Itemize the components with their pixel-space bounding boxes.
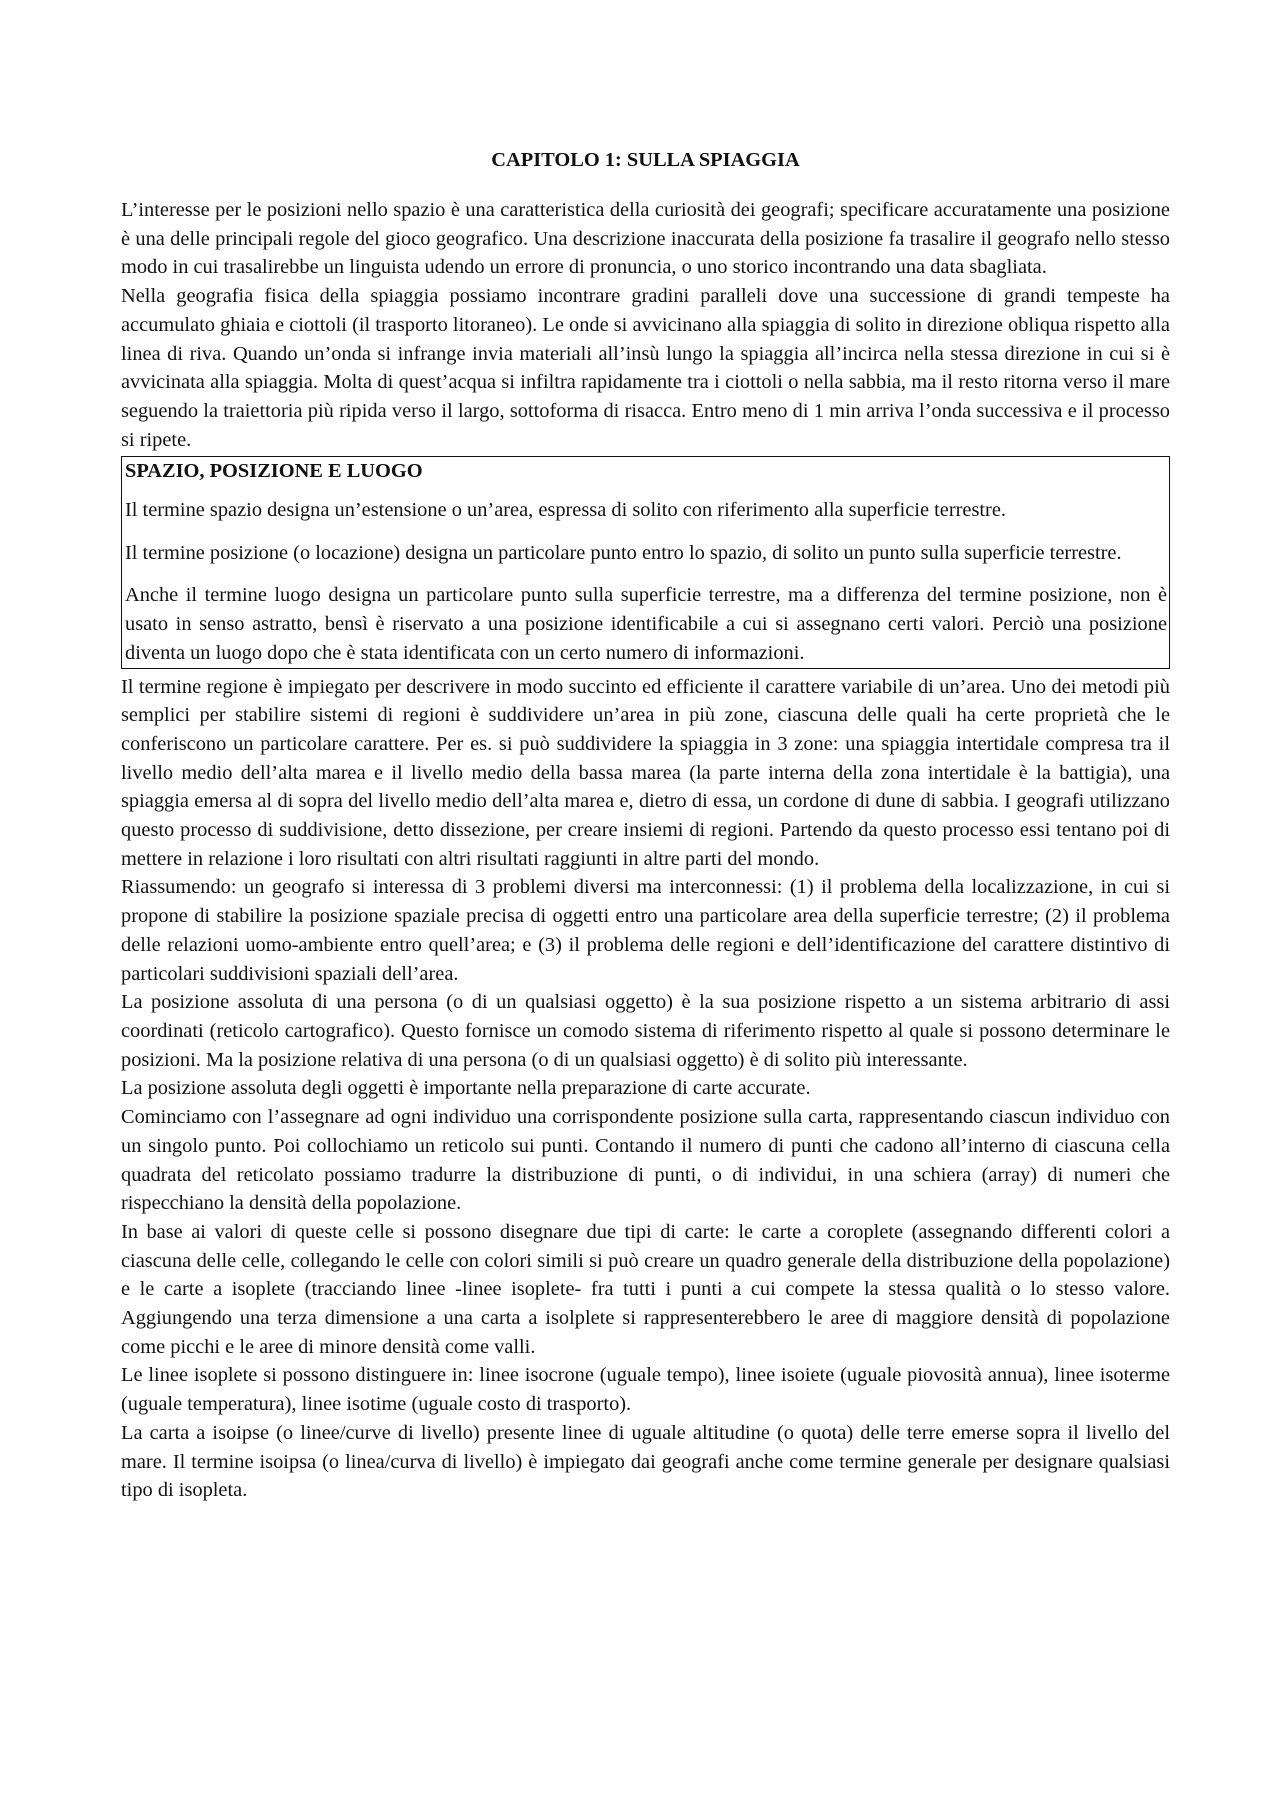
definition-box (121, 456, 1170, 668)
body-paragraph: Le linee isoplete si possono distinguere in: linee isocrone (uguale tempo), linee isoiete (uguale piovosità annua), linee isoterme (uguale temperatura), linee isotime (uguale costo di trasporto). (121, 1364, 1170, 1416)
body-paragraph: La carta a isoipse (o linee/curve di livello) presente linee di uguale altitudine (o quota) delle terre emerse sopra il livello del mare. Il termine isoipsa (o linea/curva di livello) è impiegato dai geografi anche come termine generale per designare qualsiasi tipo di isopleta. (121, 1421, 1170, 1502)
body-paragraph: La posizione assoluta degli oggetti è importante nella preparazione di carte accurate. (121, 1077, 811, 1100)
definition-box-title: SPAZIO, POSIZIONE E LUOGO (125, 460, 423, 483)
body-paragraph: In base ai valori di queste celle si possono disegnare due tipi di carte: le carte a coroplete (assegnando differenti colori a ciascuna delle celle, collegando le celle con colori simili si può creare un quadro generale della distribuzione della popolazione) e le carte a isoplete (tracciando linee -linee isoplete- fra tutti i punti a cui compete la stessa qualità o lo stesso valore. Aggiungendo una terza dimensione a una carta a isolplete si rappresenterebbero le aree di maggiore densità di popolazione come picchi e le aree di minore densità come valli. (121, 1220, 1170, 1358)
definition-paragraph: Il termine posizione (o locazione) designa un particolare punto entro lo spazio, di solito un punto sulla superficie terrestre. (125, 541, 1122, 564)
chapter-title: CAPITOLO 1: SULLA SPIAGGIA (491, 149, 800, 171)
definition-paragraph: Anche il termine luogo designa un particolare punto sulla superficie terrestre, ma a differenza del termine posizione, non è usato in senso astratto, bensì è riservato a una posizione identificabile a cui si assegnano certi valori. Perciò una posizione diventa un luogo dopo che è stata identificata con un certo numero di informazioni. (125, 584, 1167, 664)
body-paragraph: Cominciamo con l’assegnare ad ogni individuo una corrispondente posizione sulla carta, rappresentando ciascun individuo con un singolo punto. Poi collochiamo un reticolo sui punti. Contando il numero di punti che cadono all’interno di ciascuna cella quadrata del reticolato possiamo tradurre la distribuzione di punti, o di individui, in una schiera (array) di numeri che rispecchiano la densità della popolazione. (121, 1106, 1170, 1215)
definition-paragraph: Il termine spazio designa un’estensione o un’area, espressa di solito con riferimento alla superficie terrestre. (125, 499, 1006, 522)
document-page (121, 146, 1170, 1505)
intro-paragraph: L’interesse per le posizioni nello spazio è una caratteristica della curiosità dei geografi; specificare accuratamente una posizione è una delle principali regole del gioco geografico. Una descrizione inaccurata della posizione fa trasalire il geografo nello stesso modo in cui trasalirebbe un linguista udendo un errore di pronuncia, o uno storico incontrando una data sbagliata. (121, 199, 1170, 279)
body-paragraph: La posizione assoluta di una persona (o di un qualsiasi oggetto) è la sua posizione rispetto a un sistema arbitrario di assi coordinati (reticolo cartografico). Questo fornisce un comodo sistema di riferimento rispetto al quale si possono determinare le posizioni. Ma la posizione relativa di una persona (o di un qualsiasi oggetto) è di solito più interessante. (121, 991, 1170, 1071)
body-paragraph: Il termine regione è impiegato per descrivere in modo succinto ed efficiente il carattere variabile di un’area. Uno dei metodi più semplici per stabilire sistemi di regioni è suddividere un’area in più zone, ciascuna delle quali ha certe proprietà che le conferiscono un particolare carattere. Per es. si può suddividere la spiaggia in 3 zone: una spiaggia intertidale compresa tra il livello medio dell’alta marea e il livello medio della bassa marea (la parte interna della zona intertidale è la battigia), una spiaggia emersa al di sopra del livello medio dell’alta marea e, dietro di essa, un cordone di dune di sabbia. I geografi utilizzano questo processo di suddivisione, detto dissezione, per creare insiemi di regioni. Partendo da questo processo essi tentano poi di mettere in relazione i loro risultati con altri risultati raggiunti in altre parti del mondo. (121, 675, 1170, 870)
intro-paragraph: Nella geografia fisica della spiaggia possiamo incontrare gradini paralleli dove una successione di grandi tempeste ha accumulato ghiaia e ciottoli (il trasporto litoraneo). Le onde si avvicinano alla spiaggia di solito in direzione obliqua rispetto alla linea di riva. Quando un’onda si infrange invia materiali all’insù lungo la spiaggia all’incirca nella stessa direzione in cui si è avvicinata alla spiaggia. Molta di quest’acqua si infiltra rapidamente tra i ciottoli o nella sabbia, ma il resto ritorna verso il mare seguendo la traiettoria più ripida verso il largo, sottoforma di risacca. Entro meno di 1 min arriva l’onda successiva e il processo si ripete. (121, 285, 1170, 451)
body-paragraph: Riassumendo: un geografo si interessa di 3 problemi diversi ma interconnessi: (1) il problema della localizzazione, in cui si propone di stabilire la posizione spaziale precisa di oggetti entro una particolare area della superficie terrestre; (2) il problema delle relazioni uomo-ambiente entro quell’area; e (3) il problema delle regioni e dell’identificazione del carattere distintivo di particolari suddivisioni spaziali dell’area. (121, 876, 1170, 985)
